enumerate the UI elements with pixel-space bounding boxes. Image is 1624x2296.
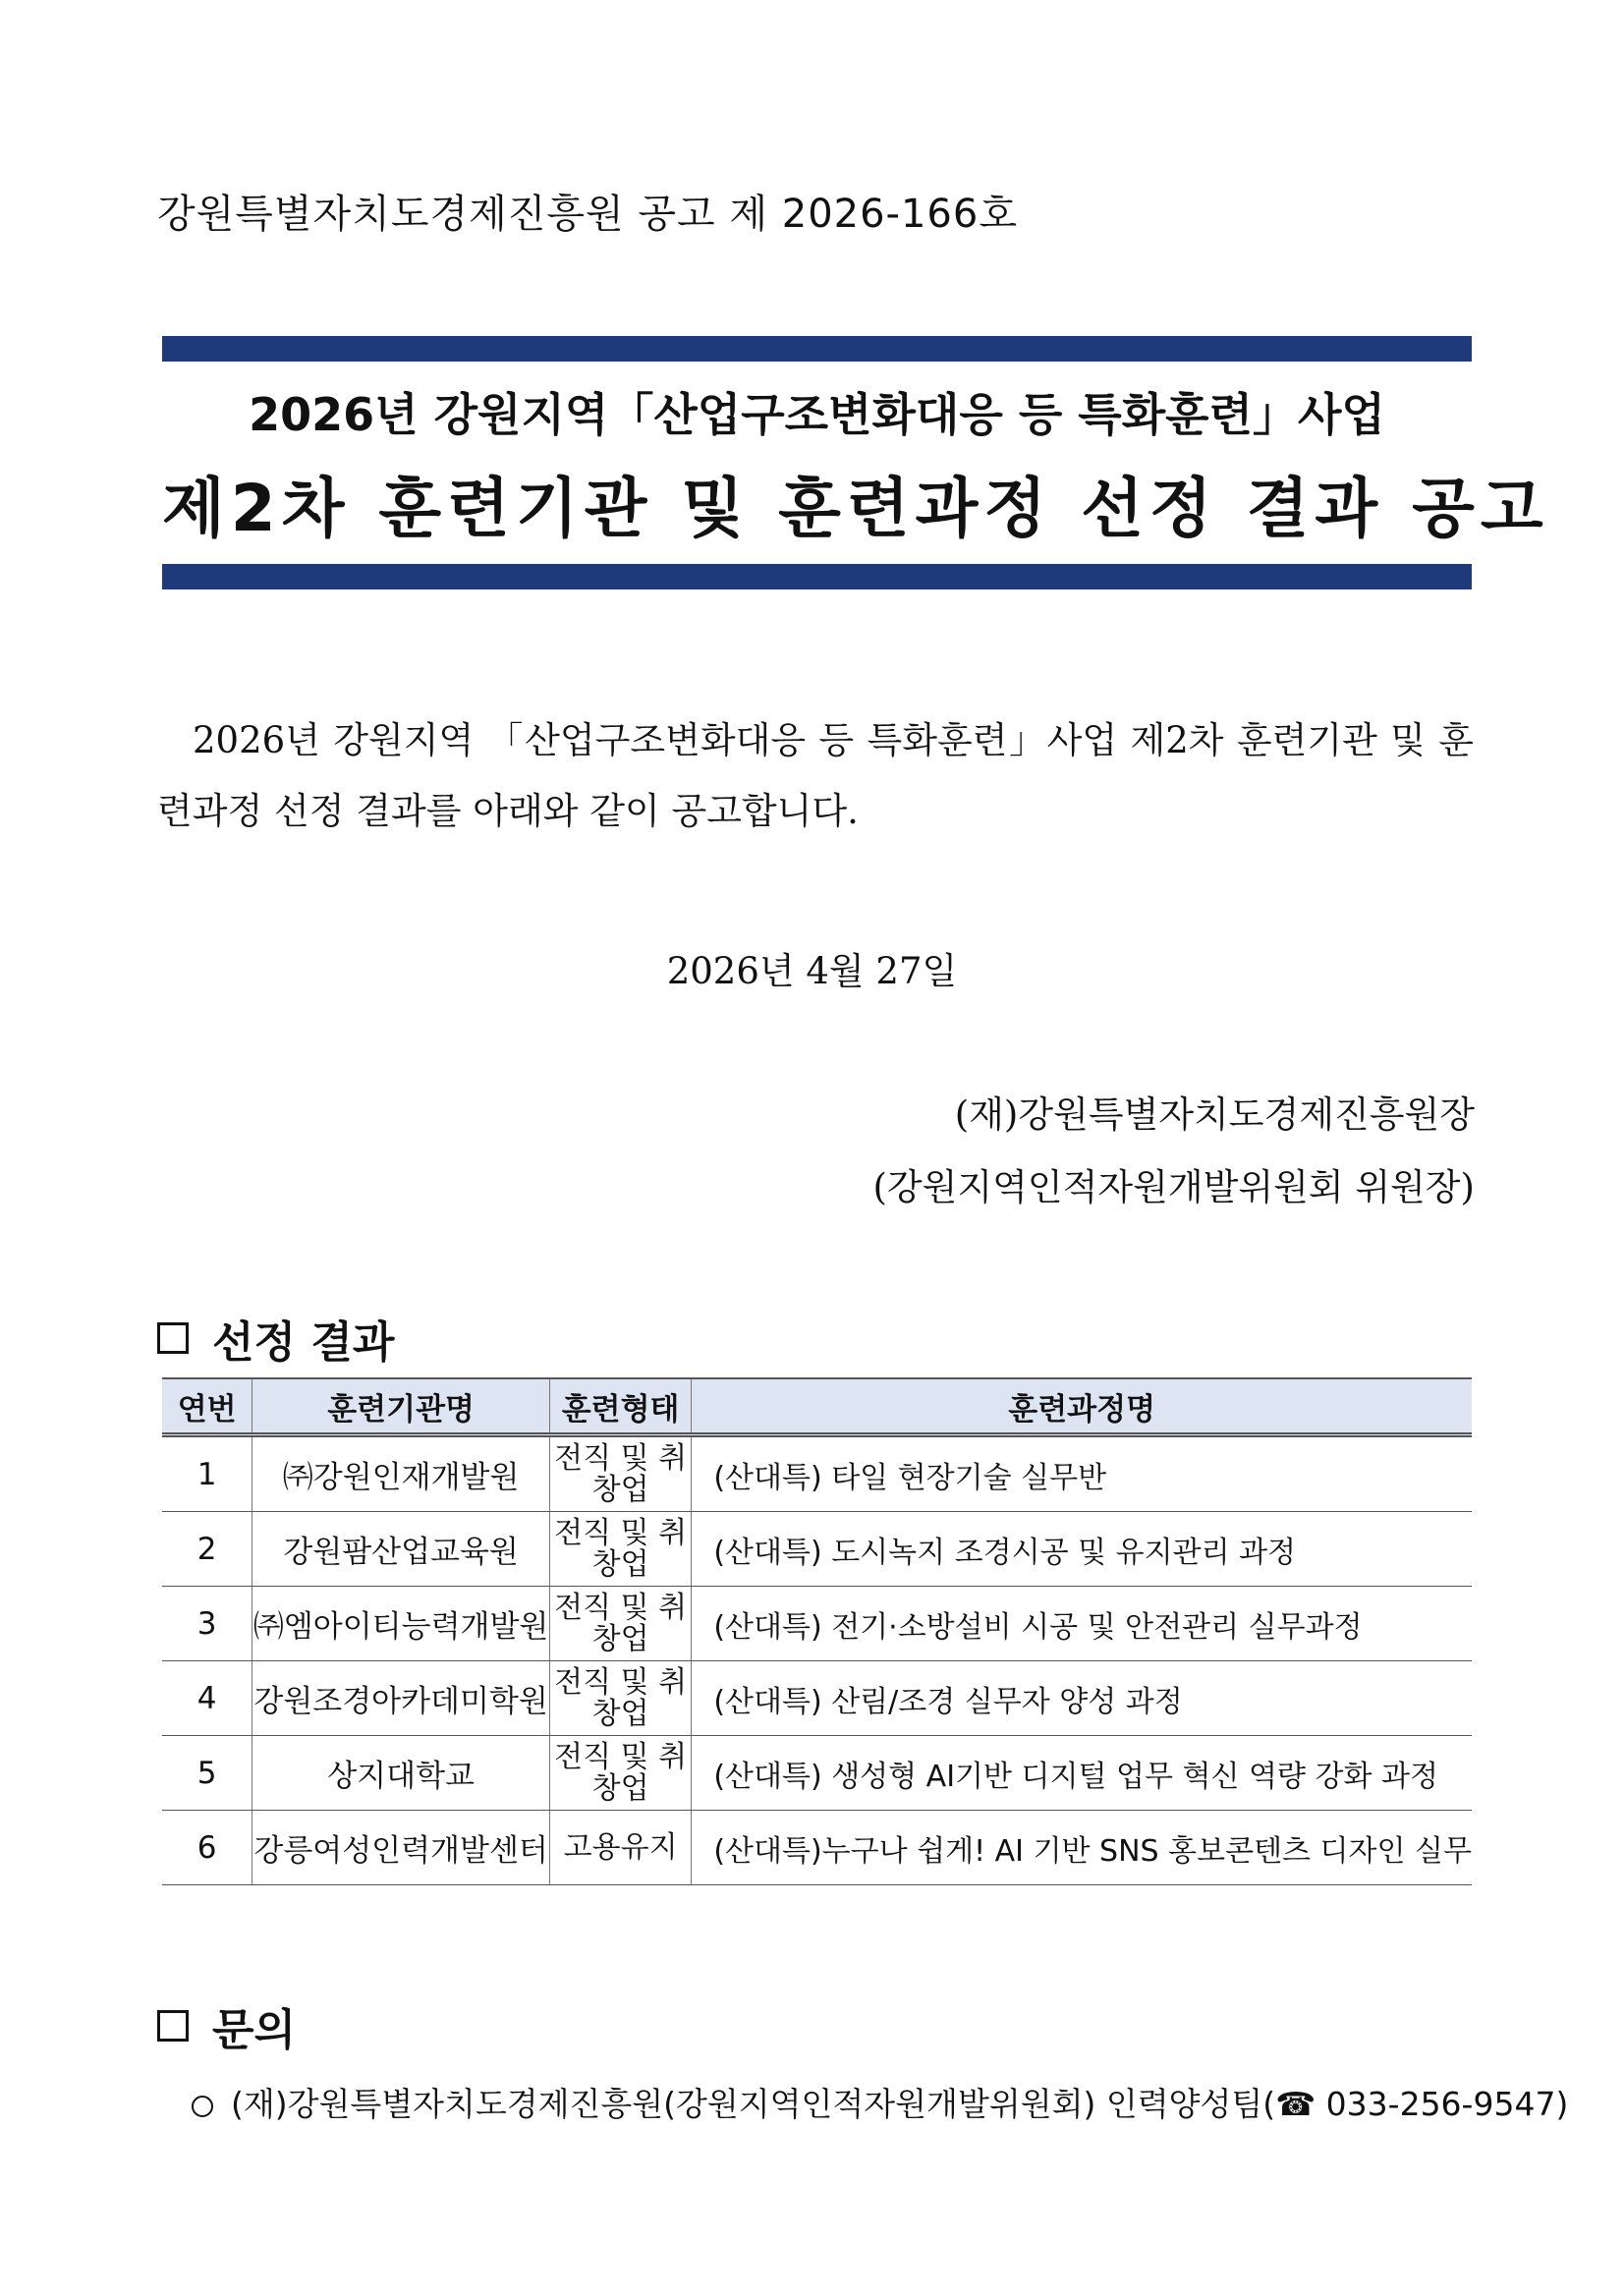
cell-course: (산대특) 전기·소방설비 시공 및 안전관리 실무과정 bbox=[692, 1587, 1472, 1661]
signatory-line-1: (재)강원특별자치도경제진흥원장 bbox=[954, 1093, 1475, 1136]
header-no: 연번 bbox=[162, 1378, 252, 1435]
announcement-date: 2026년 4월 27일 bbox=[666, 950, 958, 992]
table-header-row bbox=[162, 1378, 1472, 1435]
cell-type: 전직 및 취창업 bbox=[549, 1661, 691, 1736]
cell-org: 강릉여성인력개발센터 bbox=[252, 1811, 550, 1885]
results-table bbox=[162, 1377, 1472, 1885]
cell-course: (산대특) 생성형 AI기반 디지털 업무 혁신 역량 강화 과정 bbox=[692, 1736, 1472, 1811]
cell-course: (산대특) 도시녹지 조경시공 및 유지관리 과정 bbox=[692, 1512, 1472, 1587]
header-course: 훈련과정명 bbox=[692, 1378, 1472, 1435]
header-type: 훈련형태 bbox=[549, 1378, 691, 1435]
section-heading-contact bbox=[157, 1994, 296, 2057]
title-bar-top bbox=[162, 336, 1472, 362]
bullet-circle-icon bbox=[192, 2096, 213, 2117]
table-row bbox=[162, 1811, 1472, 1885]
page-title: 제2차 훈련기관 및 훈련과정 선정 결과 공고 bbox=[162, 471, 1549, 546]
cell-org: 강원조경아카데미학원 bbox=[252, 1661, 550, 1736]
title-box bbox=[162, 336, 1549, 589]
cell-no: 1 bbox=[162, 1435, 252, 1512]
intro-paragraph: 2026년 강원지역 「산업구조변화대응 등 특화훈련」사업 제2차 훈련기관 및 훈련과정 선정 결과를 아래와 같이 공고합니다. bbox=[157, 719, 1474, 832]
contact-line bbox=[192, 2079, 1568, 2125]
cell-no: 4 bbox=[162, 1661, 252, 1736]
table-row bbox=[162, 1512, 1472, 1587]
table-row bbox=[162, 1661, 1472, 1736]
cell-course: (산대특) 산림/조경 실무자 양성 과정 bbox=[692, 1661, 1472, 1736]
cell-course: (산대특) 타일 현장기술 실무반 bbox=[692, 1435, 1472, 1512]
cell-type: 전직 및 취창업 bbox=[549, 1736, 691, 1811]
section-heading-contact-label: 문의 bbox=[212, 2005, 297, 2055]
title-bar-bottom bbox=[162, 564, 1472, 589]
checkbox-square-icon bbox=[157, 1322, 189, 1354]
table-row bbox=[162, 1587, 1472, 1661]
table-row bbox=[162, 1435, 1472, 1512]
cell-no: 6 bbox=[162, 1811, 252, 1885]
cell-course: (산대특)누구나 쉽게! AI 기반 SNS 홍보콘텐츠 디자인 실무 bbox=[692, 1811, 1472, 1885]
cell-no: 2 bbox=[162, 1512, 252, 1587]
table-row bbox=[162, 1736, 1472, 1811]
cell-org: 상지대학교 bbox=[252, 1736, 550, 1811]
cell-no: 3 bbox=[162, 1587, 252, 1661]
cell-org: ㈜엠아이티능력개발원 bbox=[252, 1587, 550, 1661]
section-heading-result bbox=[157, 1307, 394, 1370]
title-line-1: 2026년 강원지역「산업구조변화대응 등 특화훈련」사업 bbox=[249, 388, 1385, 441]
cell-org: ㈜강원인재개발원 bbox=[252, 1435, 550, 1512]
header-org: 훈련기관명 bbox=[252, 1378, 550, 1435]
section-heading-result-label: 선정 결과 bbox=[212, 1317, 395, 1368]
cell-type: 전직 및 취창업 bbox=[549, 1435, 691, 1512]
cell-type: 전직 및 취창업 bbox=[549, 1587, 691, 1661]
cell-no: 5 bbox=[162, 1736, 252, 1811]
checkbox-square-icon bbox=[157, 2010, 189, 2042]
cell-type: 고용유지 bbox=[549, 1811, 691, 1885]
notice-number: 강원특별자치도경제진흥원 공고 제 2026-166호 bbox=[157, 192, 1018, 237]
signatory bbox=[872, 1079, 1475, 1224]
cell-type: 전직 및 취창업 bbox=[549, 1512, 691, 1587]
signatory-line-2: (강원지역인적자원개발위원회 위원장) bbox=[872, 1166, 1475, 1208]
contact-text: (재)강원특별자치도경제진흥원(강원지역인적자원개발위원회) 인력양성팀(☎ 033-256-9547) bbox=[231, 2085, 1569, 2123]
cell-org: 강원팜산업교육원 bbox=[252, 1512, 550, 1587]
